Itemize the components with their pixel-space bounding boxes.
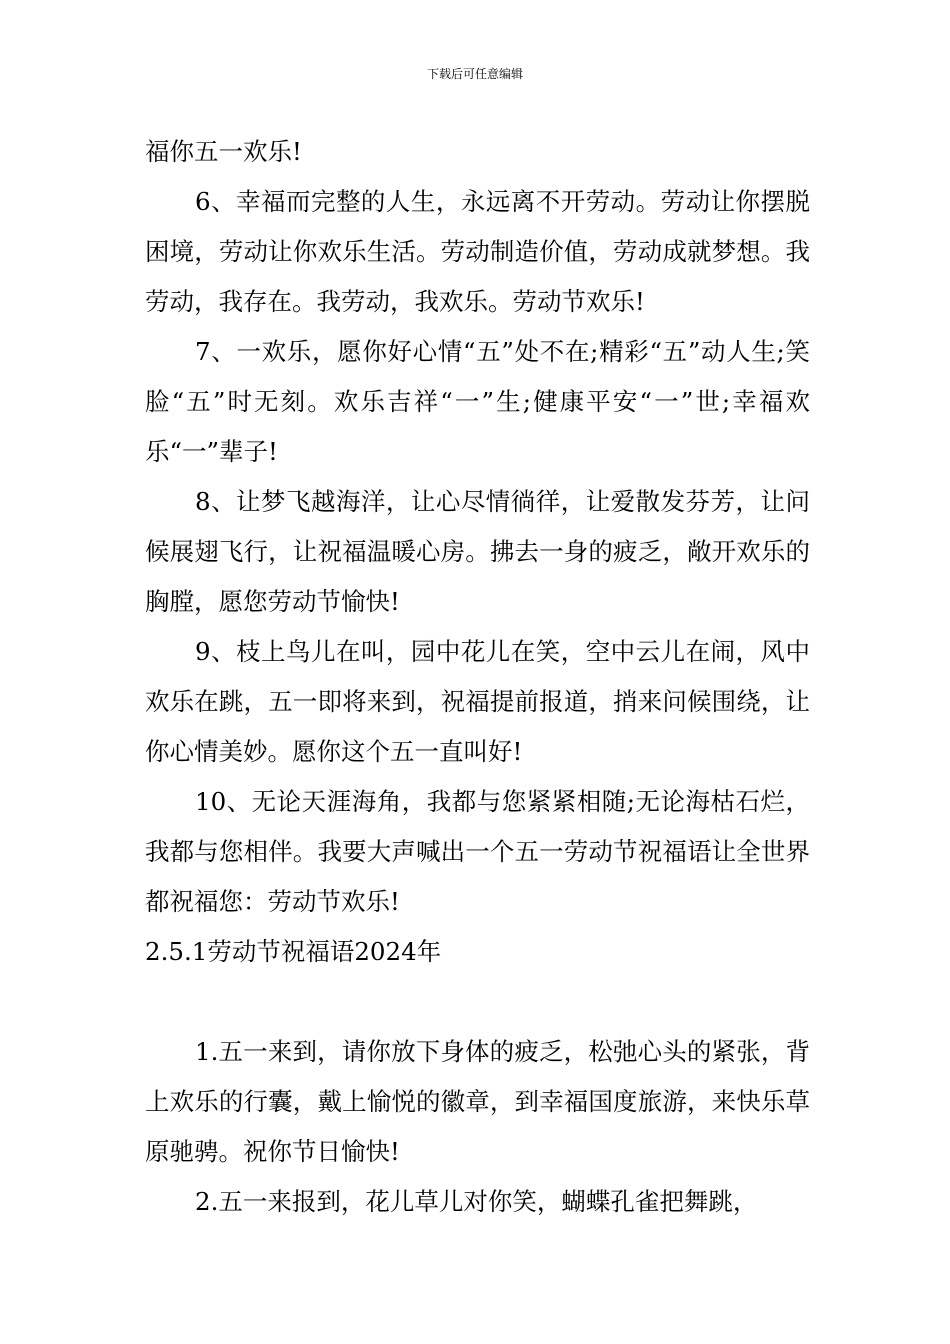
document-body bbox=[145, 127, 810, 1227]
blessing-item: 2.五一来报到，花儿草儿对你笑，蝴蝶孔雀把舞跳， bbox=[195, 1187, 758, 1216]
blessing-item: 9、枝上鸟儿在叫，园中花儿在笑，空中云儿在闹，风中欢乐在跳，五一即将来到，祝福提前报道，捎来问候围绕，让你心情美妙。愿你这个五一直叫好! bbox=[145, 637, 810, 766]
blessing-item: 6、幸福而完整的人生，永远离不开劳动。劳动让你摆脱困境，劳动让你欢乐生活。劳动制造价值，劳动成就梦想。我劳动，我存在。我劳动，我欢乐。劳动节欢乐! bbox=[145, 187, 810, 316]
blank-line bbox=[145, 977, 810, 1027]
blessing-item: 10、无论天涯海角，我都与您紧紧相随;无论海枯石烂，我都与您相伴。我要大声喊出一个五一劳动节祝福语让全世界都祝福您：劳动节欢乐! bbox=[145, 787, 810, 916]
blessing-list-a bbox=[145, 177, 810, 927]
blessing-item: 8、让梦飞越海洋，让心尽情徜徉，让爱散发芬芳，让问候展翅飞行，让祝福温暖心房。拂去一身的疲乏，敞开欢乐的胸膛，愿您劳动节愉快! bbox=[145, 487, 810, 616]
page-header-note: 下载后可任意编辑 bbox=[426, 67, 523, 81]
blessing-list-b bbox=[145, 1027, 810, 1227]
continuation-paragraph: 福你五一欢乐! bbox=[145, 137, 302, 166]
blessing-item: 1.五一来到，请你放下身体的疲乏，松弛心头的紧张，背上欢乐的行囊，戴上愉悦的徽章，到幸福国度旅游，来快乐草原驰骋。祝你节日愉快! bbox=[145, 1037, 810, 1166]
blessing-item: 7、一欢乐，愿你好心情“五”处不在;精彩“五”动人生;笑脸“五”时无刻。欢乐吉祥“一”生;健康平安“一”世;幸福欢乐“一”辈子! bbox=[145, 337, 810, 466]
section-heading: 2.5.1劳动节祝福语2024年 bbox=[145, 937, 442, 966]
